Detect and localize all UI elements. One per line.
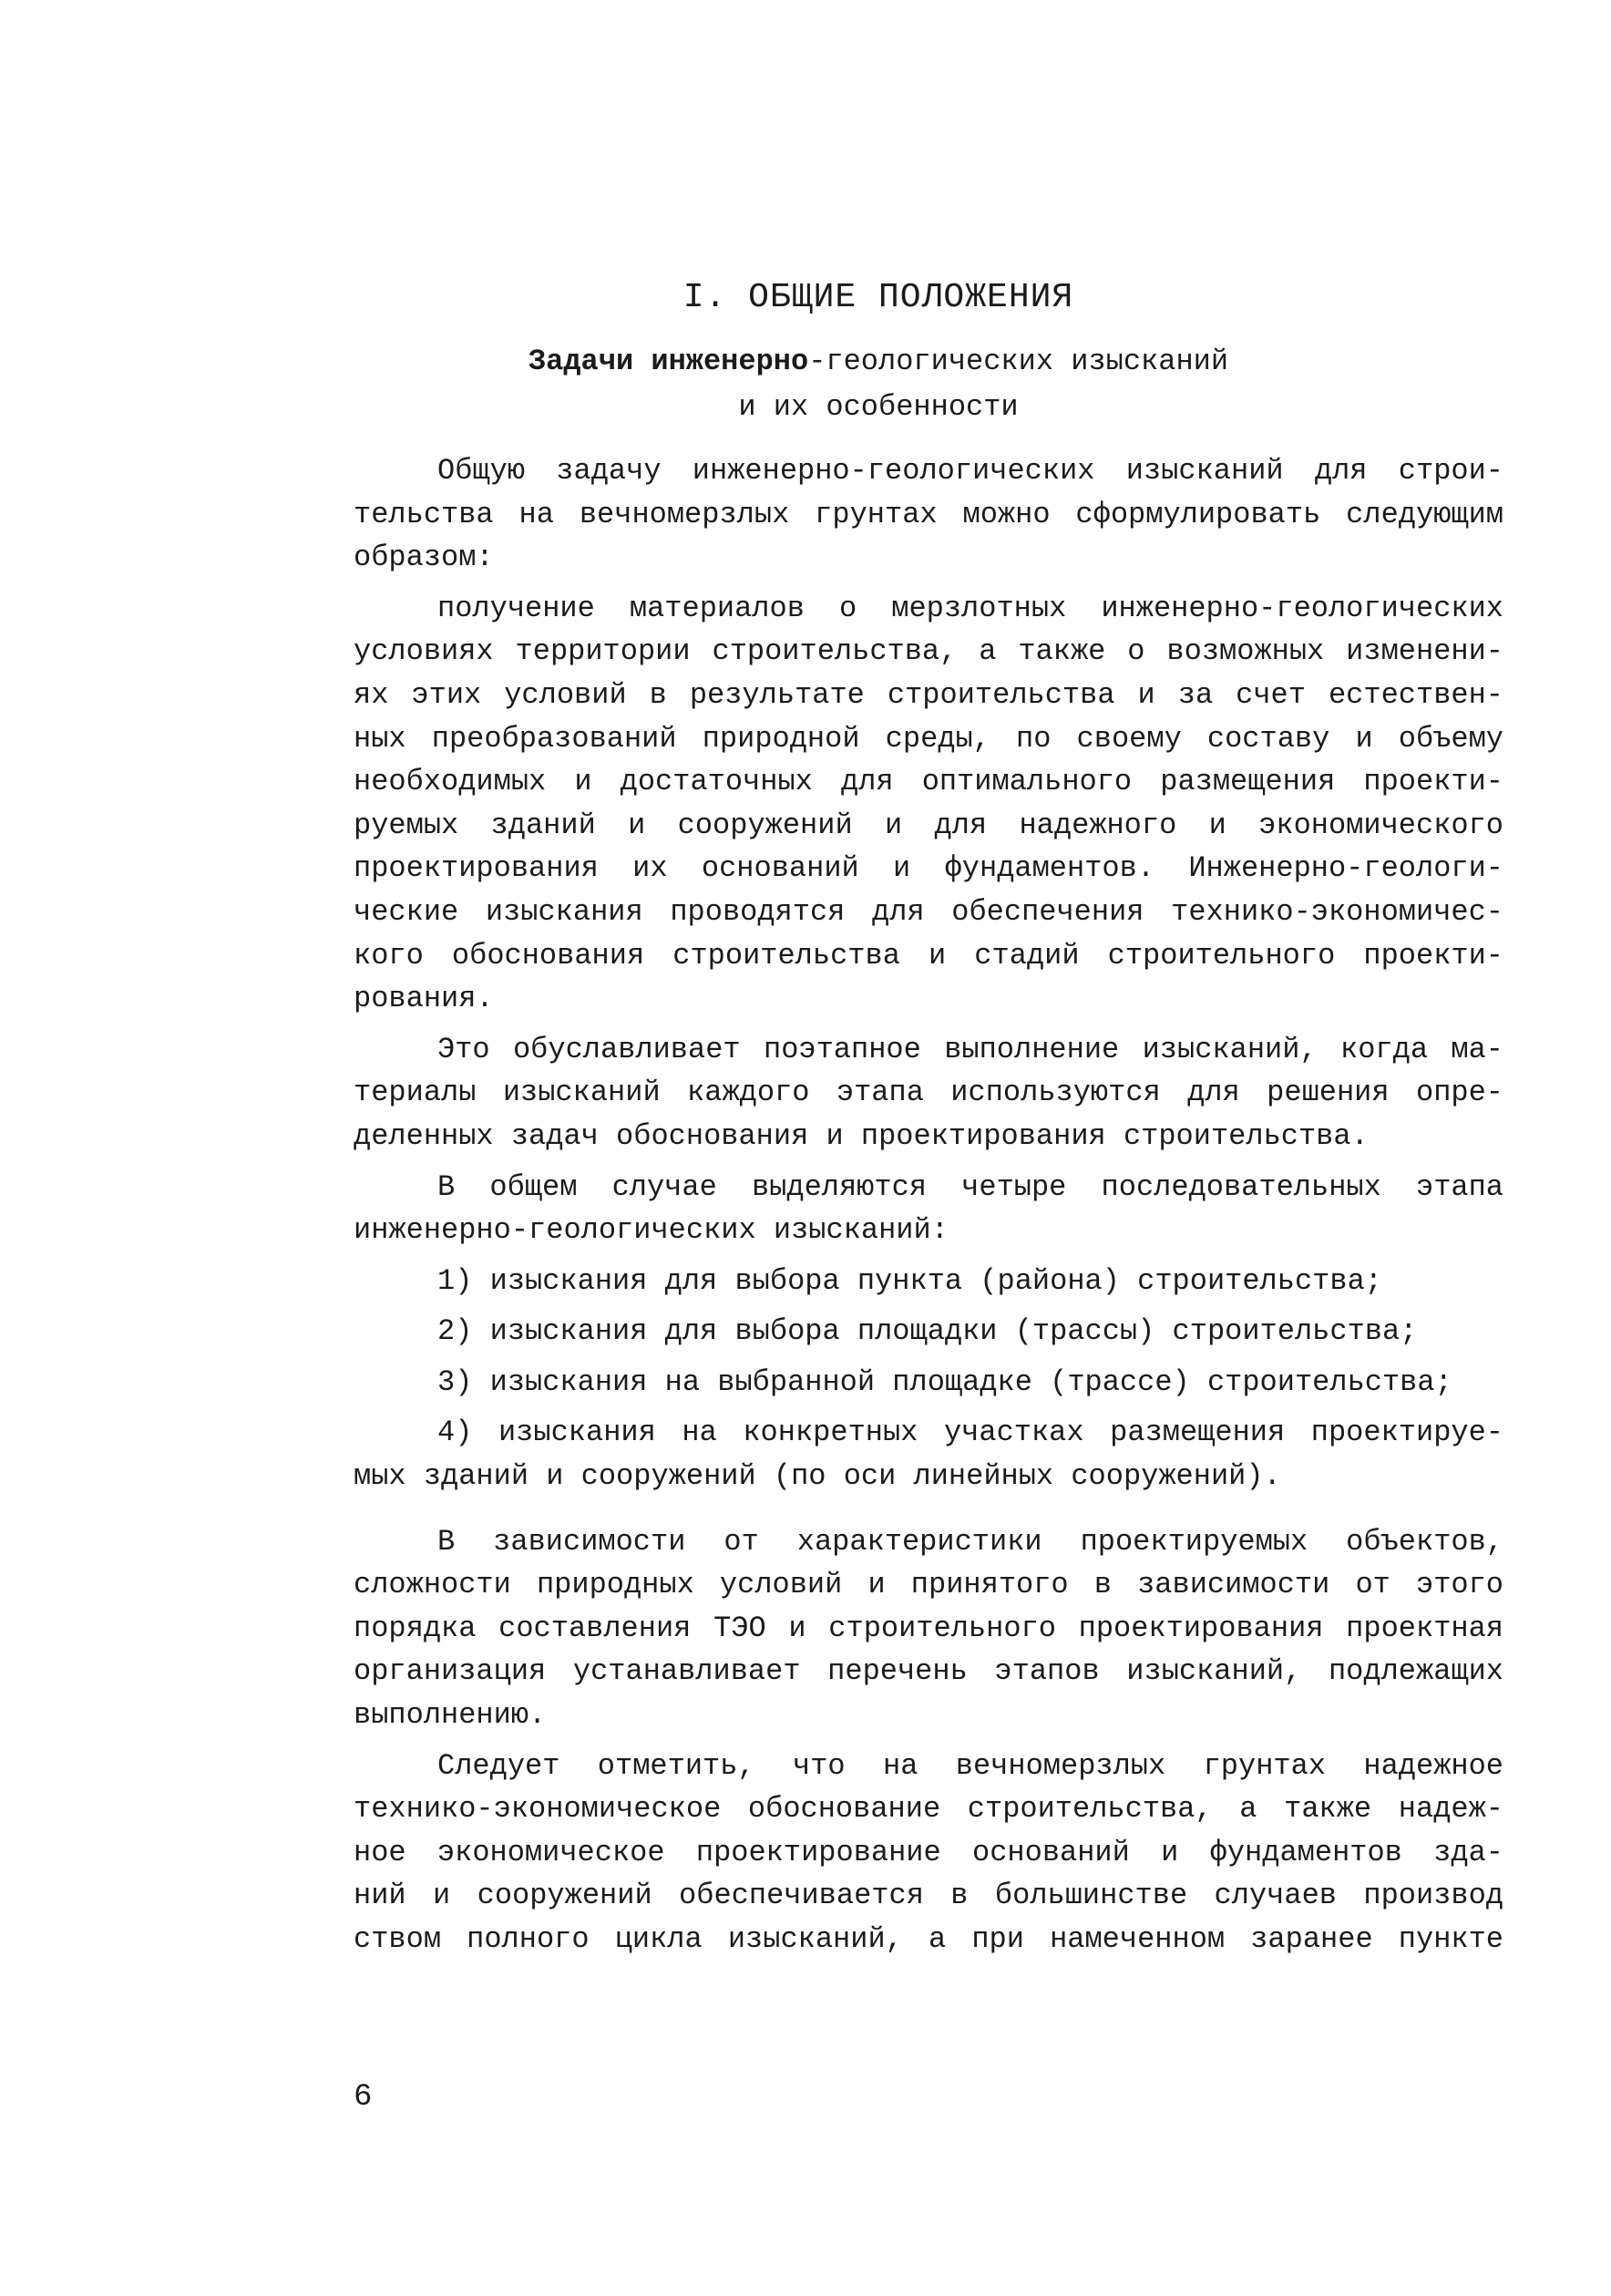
paragraph-gap (354, 1354, 1503, 1361)
text-line: В зависимости от характеристики проектируемых объектов, (437, 1524, 1503, 1559)
text-line: териалы изысканий каждого этапа используются для решения опре- (354, 1076, 1503, 1110)
text-line: В общем случае выделяются четыре последовательных этапа (437, 1169, 1503, 1204)
text-line: 2) изыскания для выбора площадки (трассы) строительства; (437, 1314, 1418, 1349)
text-line: Это обуславливает поэтапное выполнение изысканий, когда ма- (437, 1032, 1503, 1066)
text-line: рования. (354, 982, 494, 1016)
section-title-bold: Задачи инженерно (528, 345, 809, 378)
paragraph (354, 587, 1503, 1021)
paragraph (354, 1028, 1503, 1158)
text-line: Общую задачу инженерно-геологических изысканий для строи- (437, 454, 1503, 488)
text-line: тельства на вечномерзлых грунтах можно сформулировать следующим (354, 497, 1503, 531)
text-line: мых зданий и сооружений (по оси линейных сооружений). (354, 1459, 1281, 1494)
section-title-line1 (0, 345, 1611, 378)
paragraph-gap (354, 580, 1503, 587)
section-title-line2: и их особенности (738, 390, 1019, 424)
paragraph-gap (354, 1302, 1503, 1310)
text-line: Следует отметить, что на вечномерзлых грунтах надежное (437, 1748, 1503, 1783)
paragraph (354, 1411, 1503, 1498)
text-line: сложности природных условий и принятого в зависимости от этого (354, 1568, 1503, 1602)
text-line: деленных задач обоснования и проектирования строительства. (354, 1118, 1369, 1153)
paragraph (354, 1166, 1503, 1252)
text-line: 4) изыскания на конкретных участках размещения проектируе- (437, 1416, 1503, 1450)
paragraph-gap (354, 1498, 1503, 1520)
text-line: кого обоснования строительства и стадий строительного проекти- (354, 938, 1503, 973)
text-line: образом: (354, 541, 494, 575)
paragraph-gap (354, 1404, 1503, 1411)
text-line: порядка составления ТЭО и строительного проектирования проектная (354, 1611, 1503, 1645)
text-line: получение материалов о мерзлотных инженерно-геологических (437, 591, 1503, 625)
text-line: 3) изыскания на выбранной площадке (трассе) строительства; (437, 1364, 1452, 1399)
text-line: организация устанавливает перечень этапов изысканий, подлежащих (354, 1654, 1503, 1689)
text-line: руемых зданий и сооружений и для надежного и экономического (354, 808, 1503, 842)
text-line: ное экономическое проектирование оснований и фундаментов зда- (354, 1835, 1503, 1869)
paragraph (354, 1310, 1503, 1354)
paragraph (354, 1745, 1503, 1961)
text-line: условиях территории строительства, а также о возможных изменени- (354, 634, 1503, 669)
paragraph-gap (354, 1252, 1503, 1260)
paragraph (354, 449, 1503, 580)
paragraph (354, 1520, 1503, 1737)
text-line: проектирования их оснований и фундаментов. Инженерно-геологи- (354, 851, 1503, 886)
body-text (354, 449, 1503, 1961)
text-line: ях этих условий в результате строительства и за счет естествен- (354, 677, 1503, 712)
chapter-title: I. ОБЩИЕ ПОЛОЖЕНИЯ (682, 278, 1074, 317)
text-line: ний и сооружений обеспечивается в большинстве случаев производ (354, 1879, 1503, 1913)
text-line: технико-экономическое обоснование строительства, а также надеж- (354, 1792, 1503, 1827)
paragraph (354, 1260, 1503, 1303)
text-line: ством полного цикла изысканий, а при намеченном заранее пункте (354, 1922, 1503, 1956)
paragraph-gap (354, 1021, 1503, 1028)
paragraph-gap (354, 1737, 1503, 1745)
page-number: 6 (354, 2080, 373, 2115)
text-line: выполнению. (354, 1698, 547, 1733)
text-line: ных преобразований природной среды, по своему составу и объему (354, 721, 1503, 756)
section-title-rest: -геологических изысканий (808, 345, 1229, 378)
text-line: 1) изыскания для выбора пункта (района) строительства; (437, 1263, 1382, 1298)
text-line: ческие изыскания проводятся для обеспечения технико-экономичес- (354, 894, 1503, 929)
paragraph (354, 1361, 1503, 1405)
text-line: инженерно-геологических изысканий: (354, 1213, 949, 1248)
paragraph-gap (354, 1158, 1503, 1166)
text-line: необходимых и достаточных для оптимального размещения проекти- (354, 765, 1503, 799)
